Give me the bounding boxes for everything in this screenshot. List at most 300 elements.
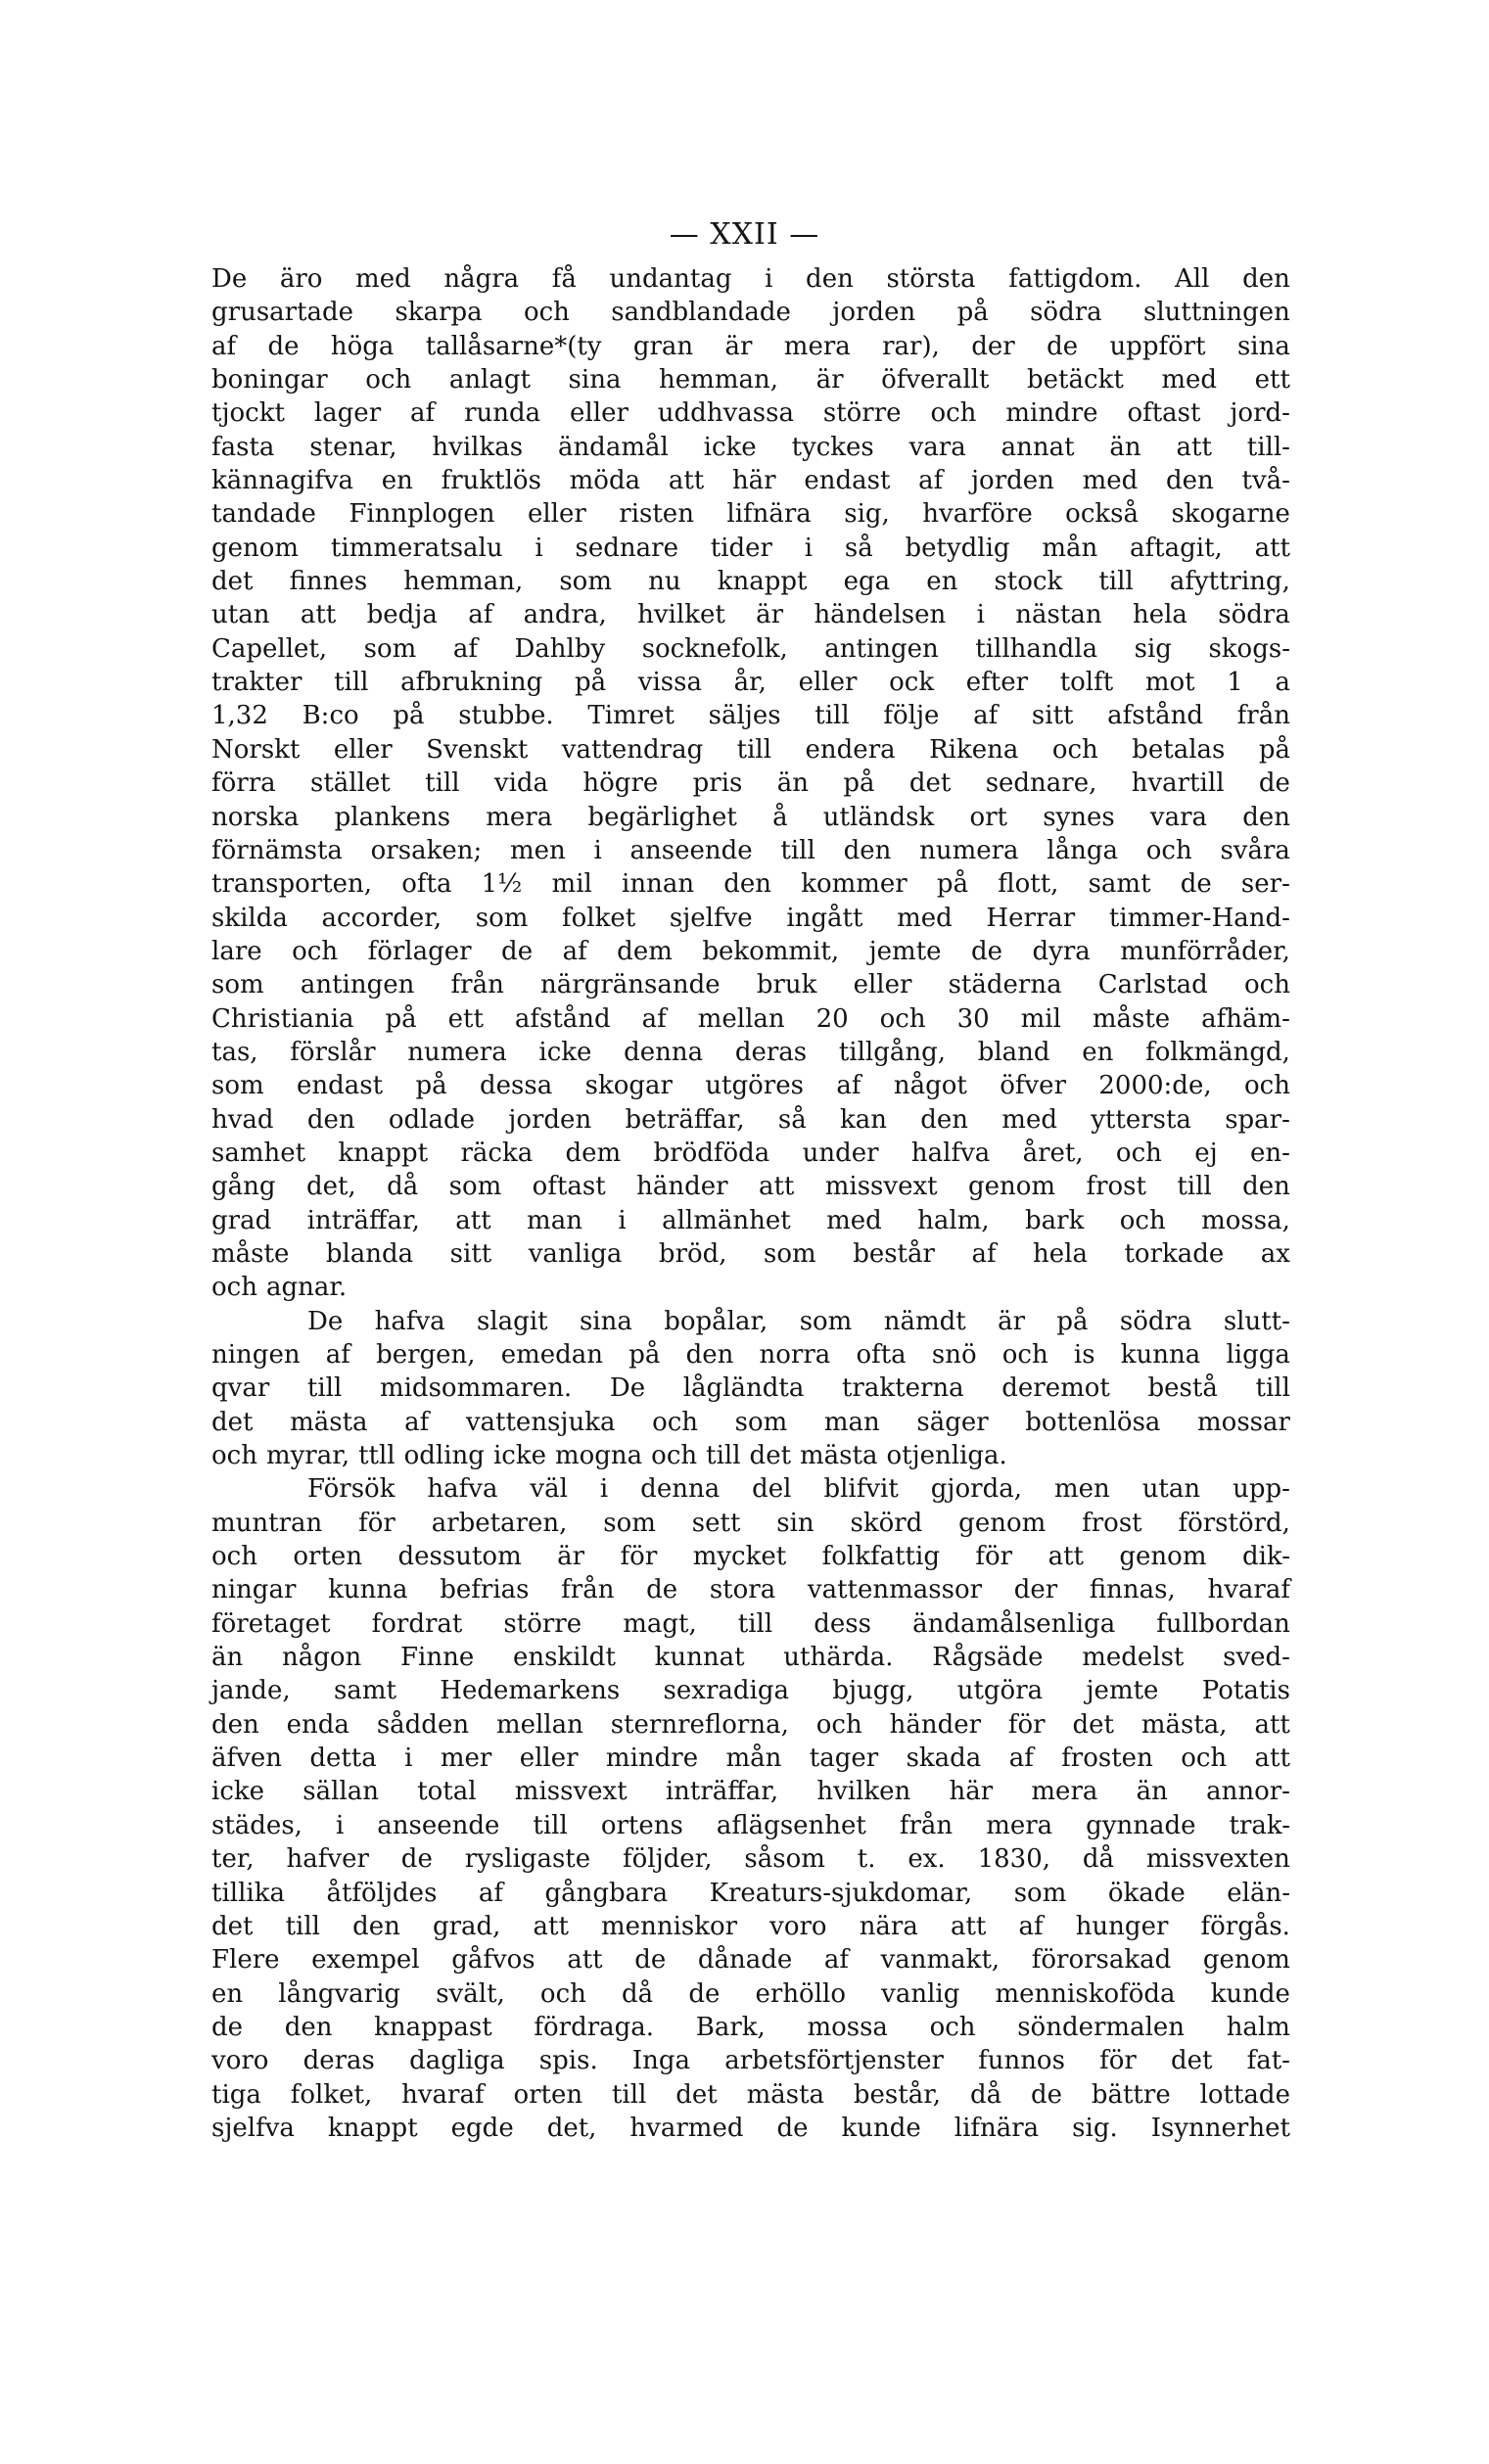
- word: som: [211, 1071, 264, 1101]
- word: orten: [513, 2079, 583, 2110]
- word: icke: [538, 1037, 592, 1067]
- word: af: [1018, 1911, 1044, 1941]
- text-line: [211, 1137, 1290, 1170]
- word: vara: [1149, 802, 1208, 832]
- text-line: [211, 1877, 1290, 1910]
- word: såsom: [744, 1844, 825, 1875]
- word: södra: [1030, 298, 1102, 328]
- word: nu: [648, 567, 681, 597]
- word: skilda: [211, 903, 288, 933]
- word: genom: [958, 1508, 1047, 1538]
- word: deras: [734, 1037, 808, 1067]
- word: dyra: [1032, 936, 1091, 966]
- word: Försök: [307, 1474, 396, 1505]
- word: ortens: [600, 1810, 683, 1840]
- word: pris: [692, 768, 743, 799]
- word: beträffar,: [625, 1104, 745, 1135]
- word: säger: [916, 1407, 989, 1437]
- word: mellan: [697, 1003, 785, 1034]
- word: med: [1082, 466, 1139, 496]
- word: förstörd,: [1178, 1508, 1290, 1538]
- word: det,: [305, 1172, 356, 1202]
- word: hela: [1033, 1238, 1088, 1269]
- word: icke: [211, 1777, 265, 1807]
- word: innan: [622, 869, 695, 900]
- text-line: [211, 296, 1290, 329]
- word: och: [1244, 970, 1290, 1000]
- word: den: [843, 835, 892, 865]
- text-line: [211, 1338, 1290, 1371]
- word: händer: [889, 1709, 982, 1740]
- word: svåra: [1220, 835, 1290, 865]
- word: åtföljdes: [326, 1878, 438, 1908]
- word: att: [950, 1911, 987, 1941]
- word: ofta: [401, 869, 452, 900]
- word: då: [969, 2079, 1002, 2110]
- word: företaget: [211, 1608, 331, 1639]
- word: af: [325, 1340, 350, 1370]
- word: mera: [486, 802, 553, 832]
- word: och: [930, 398, 977, 429]
- word: rysligaste: [464, 1844, 591, 1875]
- word: transporten,: [211, 869, 373, 900]
- word: och: [539, 1978, 586, 2009]
- word: exempel: [311, 1945, 420, 1976]
- word: och: [651, 1441, 698, 1471]
- word: sluttningen: [1143, 298, 1290, 328]
- word: i: [976, 600, 985, 630]
- word: händelsen: [814, 600, 947, 630]
- word: bröd,: [658, 1238, 727, 1269]
- word: genom: [1202, 1945, 1290, 1976]
- word: och: [365, 365, 412, 395]
- word: trak-: [1229, 1810, 1290, 1840]
- word: kan: [840, 1104, 888, 1135]
- word: ttll: [358, 1441, 396, 1471]
- word: ort: [969, 802, 1007, 832]
- word: menniskoföda: [995, 1978, 1176, 2009]
- word: de: [1258, 768, 1290, 799]
- word: i: [404, 1743, 413, 1774]
- word: som: [448, 1172, 502, 1202]
- word: hafver: [286, 1844, 369, 1875]
- word: från: [899, 1810, 954, 1840]
- text-line: [211, 1607, 1290, 1641]
- word: de: [400, 1844, 433, 1875]
- word: slutt-: [1223, 1306, 1290, 1336]
- word: ändamål: [557, 432, 669, 462]
- word: att: [1254, 533, 1290, 563]
- word: att: [455, 1205, 491, 1235]
- word: än: [1109, 432, 1141, 462]
- word: ofta: [856, 1340, 907, 1370]
- word: till: [780, 835, 815, 865]
- word: sett: [691, 1508, 741, 1538]
- word: halfva: [910, 1138, 991, 1168]
- word: å: [772, 802, 788, 832]
- word: sednare,: [985, 768, 1097, 799]
- word: hemman,: [659, 365, 778, 395]
- word: sina: [568, 365, 622, 395]
- word: sina: [579, 1306, 632, 1336]
- word: Finne: [399, 1643, 475, 1673]
- text-line: [211, 1540, 1290, 1573]
- word: 30: [956, 1003, 990, 1034]
- word: högre: [582, 768, 659, 799]
- text-line: [211, 733, 1290, 767]
- word: den: [1242, 1172, 1290, 1202]
- word: tas,: [211, 1037, 258, 1067]
- text-line: [211, 431, 1290, 464]
- word: kännagifva: [211, 466, 354, 496]
- word: möda: [569, 466, 641, 496]
- word: befrias: [440, 1575, 530, 1605]
- word: denna: [640, 1474, 721, 1505]
- word: elän-: [1227, 1878, 1290, 1908]
- word: flott,: [998, 869, 1059, 900]
- word: B:co: [302, 701, 359, 731]
- word: fat-: [1246, 2046, 1290, 2076]
- word: de: [1180, 869, 1212, 900]
- word: den: [806, 264, 854, 294]
- word: förra: [211, 768, 276, 799]
- word: på: [936, 869, 969, 900]
- word: vanliga: [528, 1238, 623, 1269]
- text-line: [211, 1036, 1290, 1069]
- word: annat: [1000, 432, 1075, 462]
- word: midsommaren.: [379, 1373, 573, 1404]
- word: timmeratsalu: [330, 533, 503, 563]
- word: norra: [759, 1340, 831, 1370]
- word: ex.: [907, 1844, 946, 1875]
- word: sexradiga: [663, 1676, 789, 1706]
- word: agnar.: [265, 1273, 348, 1303]
- word: gångbara: [544, 1878, 669, 1908]
- word: jorden: [832, 298, 916, 328]
- word: stenar,: [309, 432, 397, 462]
- word: nära: [859, 1911, 918, 1941]
- text-line: [211, 1204, 1290, 1237]
- word: större: [503, 1608, 582, 1639]
- word: inträffar,: [665, 1777, 779, 1807]
- word: till: [1177, 1172, 1212, 1202]
- word: tandade: [211, 499, 316, 530]
- word: den: [1242, 264, 1290, 294]
- word: 2000:de,: [1098, 1071, 1212, 1101]
- word: halm: [1226, 2012, 1290, 2042]
- word: odlade: [388, 1104, 476, 1135]
- word: tillhandla: [975, 633, 1098, 664]
- word: genom: [211, 533, 300, 563]
- text-line: [211, 1439, 1290, 1472]
- word: dem: [565, 1138, 622, 1168]
- word: genom: [1119, 1542, 1207, 1572]
- word: mästa: [290, 1407, 368, 1437]
- word: också: [1065, 499, 1139, 530]
- word: långa: [1047, 835, 1118, 865]
- text-line: [211, 1271, 1290, 1304]
- word: till: [736, 734, 772, 765]
- word: sina: [1236, 331, 1290, 361]
- word: hunger: [1075, 1911, 1169, 1941]
- word: voro: [769, 1911, 827, 1941]
- word: 1½: [481, 869, 523, 900]
- word: händer: [636, 1172, 728, 1202]
- word: uddhvassa: [657, 398, 794, 429]
- word: ock: [889, 668, 935, 698]
- word: af: [562, 936, 587, 966]
- word: lottade: [1199, 2079, 1290, 2110]
- word: bedja: [366, 600, 438, 630]
- word: bestå: [1147, 1373, 1218, 1404]
- word: från: [450, 970, 504, 1000]
- text-line: [211, 935, 1290, 968]
- word: lågländta: [682, 1373, 805, 1404]
- word: samt: [1088, 869, 1151, 900]
- word: kunnat: [654, 1643, 745, 1673]
- word: det: [1072, 1709, 1114, 1740]
- text-line: [211, 1775, 1290, 1808]
- word: en: [381, 466, 413, 496]
- text-line: [211, 1002, 1290, 1036]
- word: arbetsförtjenster: [724, 2046, 944, 2076]
- word: mossa: [807, 2012, 888, 2042]
- word: här: [949, 1777, 994, 1807]
- text-line: [211, 1809, 1290, 1842]
- word: som: [211, 970, 264, 1000]
- word: Potatis: [1201, 1676, 1290, 1706]
- word: frost: [1086, 1172, 1146, 1202]
- word: sin: [776, 1508, 814, 1538]
- word: dånade: [697, 1945, 793, 1976]
- word: och: [879, 1003, 926, 1034]
- word: i: [593, 835, 602, 865]
- word: mindre: [1005, 398, 1098, 429]
- word: tallåsarne*(ty: [425, 331, 602, 361]
- word: ingått: [786, 903, 863, 933]
- word: tager: [809, 1743, 879, 1774]
- word: detta: [309, 1743, 377, 1774]
- word: mot: [1144, 668, 1195, 698]
- word: torkade: [1124, 1238, 1225, 1269]
- word: och: [815, 1709, 862, 1740]
- word: af: [404, 1407, 430, 1437]
- word: för: [1007, 1709, 1046, 1740]
- word: del: [752, 1474, 792, 1505]
- word: sällan: [302, 1777, 379, 1807]
- word: magt,: [623, 1608, 697, 1639]
- word: en-: [1249, 1138, 1290, 1168]
- word: anlagt: [448, 365, 531, 395]
- word: att: [533, 1911, 569, 1941]
- word: den: [306, 1104, 355, 1135]
- word: sitt: [449, 1238, 492, 1269]
- word: från: [561, 1575, 615, 1605]
- word: eller: [853, 970, 912, 1000]
- word: bergen,: [376, 1340, 476, 1370]
- word: som: [603, 1508, 656, 1538]
- word: på: [843, 768, 875, 799]
- word: mera: [1031, 1777, 1098, 1807]
- word: vattenmassor: [807, 1575, 983, 1605]
- word: halm,: [917, 1205, 990, 1235]
- word: betydlig: [905, 533, 1010, 563]
- word: hafva: [427, 1474, 498, 1505]
- text-line: [211, 1943, 1290, 1976]
- word: till: [737, 1608, 773, 1639]
- word: spis.: [538, 2046, 598, 2076]
- word: annor-: [1206, 1777, 1290, 1807]
- word: tolft: [1059, 668, 1114, 698]
- word: Capellet,: [211, 633, 328, 664]
- word: dess: [814, 1608, 871, 1639]
- word: den: [920, 1104, 969, 1135]
- word: knappt: [338, 1138, 429, 1168]
- word: säljes: [708, 701, 781, 731]
- word: förslår: [290, 1037, 376, 1067]
- word: betalas: [1132, 734, 1226, 765]
- word: oftast: [1127, 398, 1201, 429]
- word: består,: [853, 2079, 942, 2110]
- word: året,: [1022, 1138, 1084, 1168]
- word: den: [352, 1911, 400, 1941]
- word: sjelfva: [211, 2113, 295, 2143]
- word: utan: [1141, 1474, 1201, 1505]
- word: till: [706, 1441, 741, 1471]
- text-line: [211, 2044, 1290, 2077]
- word: största: [886, 264, 976, 294]
- word: med: [1001, 1104, 1057, 1135]
- word: måste: [1092, 1003, 1171, 1034]
- word: afbrukning: [400, 668, 543, 698]
- word: än: [211, 1643, 244, 1673]
- word: afstånd: [1107, 701, 1203, 731]
- word: finnes: [289, 567, 368, 597]
- word: bruk: [756, 970, 817, 1000]
- word: knappast: [374, 2012, 492, 2042]
- word: ändamålsenliga: [912, 1608, 1116, 1639]
- word: blanda: [325, 1238, 414, 1269]
- word: söndermalen: [1017, 2012, 1186, 2042]
- word: den: [1242, 802, 1290, 832]
- word: städerna: [948, 970, 1062, 1000]
- word: här: [731, 466, 776, 496]
- word: hvilken: [816, 1777, 911, 1807]
- word: i: [804, 533, 814, 563]
- word: sednare: [575, 533, 678, 563]
- text-line: [211, 1674, 1290, 1707]
- word: öfver: [1000, 1071, 1066, 1101]
- word: på: [956, 298, 989, 328]
- word: Svenskt: [426, 734, 529, 765]
- word: numera: [407, 1037, 507, 1067]
- word: mån: [725, 1743, 782, 1774]
- word: folket: [562, 903, 636, 933]
- word: missvext: [824, 1172, 938, 1202]
- word: södra: [1218, 600, 1290, 630]
- word: funnos: [978, 2046, 1065, 2076]
- word: kunde: [1210, 1978, 1290, 2009]
- word: med: [355, 264, 411, 294]
- word: allmänhet: [662, 1205, 791, 1235]
- word: upp-: [1233, 1474, 1290, 1505]
- word: de: [971, 936, 1003, 966]
- text-line: [211, 1305, 1290, 1338]
- word: jemte: [1086, 1676, 1159, 1706]
- word: stället: [310, 768, 391, 799]
- text-line: [211, 699, 1290, 732]
- word: spar-: [1225, 1104, 1290, 1135]
- word: till: [814, 701, 850, 731]
- word: eller: [570, 398, 628, 429]
- word: snö: [931, 1340, 977, 1370]
- text-line: [211, 1641, 1290, 1674]
- word: total: [417, 1777, 477, 1807]
- word: tillgång,: [838, 1037, 947, 1067]
- word: endera: [805, 734, 896, 765]
- word: erhöllo: [755, 1978, 846, 2009]
- word: förlager: [367, 936, 472, 966]
- word: mån: [1042, 533, 1098, 563]
- word: tyckes: [791, 432, 874, 462]
- word: af: [211, 331, 237, 361]
- word: ökade: [1107, 1878, 1186, 1908]
- text-line: [211, 497, 1290, 531]
- word: mycket: [692, 1542, 787, 1572]
- word: aftagit,: [1130, 533, 1223, 563]
- word: och: [1145, 835, 1192, 865]
- word: deremot: [1001, 1373, 1110, 1404]
- word: Christiania: [211, 1003, 354, 1034]
- word: stock: [994, 567, 1063, 597]
- word: antingen: [824, 633, 939, 664]
- word: jord-: [1230, 398, 1290, 429]
- word: begärlighet: [587, 802, 737, 832]
- word: sandblandade: [611, 298, 791, 328]
- word: till: [334, 668, 369, 698]
- word: antingen: [300, 970, 415, 1000]
- word: fattigdom.: [1008, 264, 1142, 294]
- word: att: [668, 466, 705, 496]
- word: dem: [617, 936, 673, 966]
- word: 1830,: [977, 1844, 1051, 1875]
- word: som: [799, 1306, 853, 1336]
- word: De: [307, 1306, 344, 1336]
- text-line: [211, 632, 1290, 666]
- word: nästan: [1015, 600, 1102, 630]
- word: mästa: [746, 2079, 825, 2110]
- word: fördraga.: [534, 2012, 655, 2042]
- word: hvilkas: [432, 432, 524, 462]
- word: men: [509, 835, 566, 865]
- word: uthärda.: [783, 1643, 894, 1673]
- word: endast: [804, 466, 891, 496]
- word: sig.: [1072, 2113, 1118, 2143]
- word: de: [688, 1978, 721, 2009]
- word: skarpa: [395, 298, 483, 328]
- word: hvartill: [1131, 768, 1225, 799]
- word: enda: [286, 1709, 349, 1740]
- word: den: [1166, 466, 1214, 496]
- word: af: [1008, 1743, 1034, 1774]
- word: All: [1175, 264, 1210, 294]
- word: medelst: [1082, 1643, 1185, 1673]
- word: t.: [857, 1844, 876, 1875]
- word: inträffar,: [306, 1205, 420, 1235]
- word: lager: [313, 398, 382, 429]
- word: mil: [551, 869, 592, 900]
- word: synes: [1043, 802, 1115, 832]
